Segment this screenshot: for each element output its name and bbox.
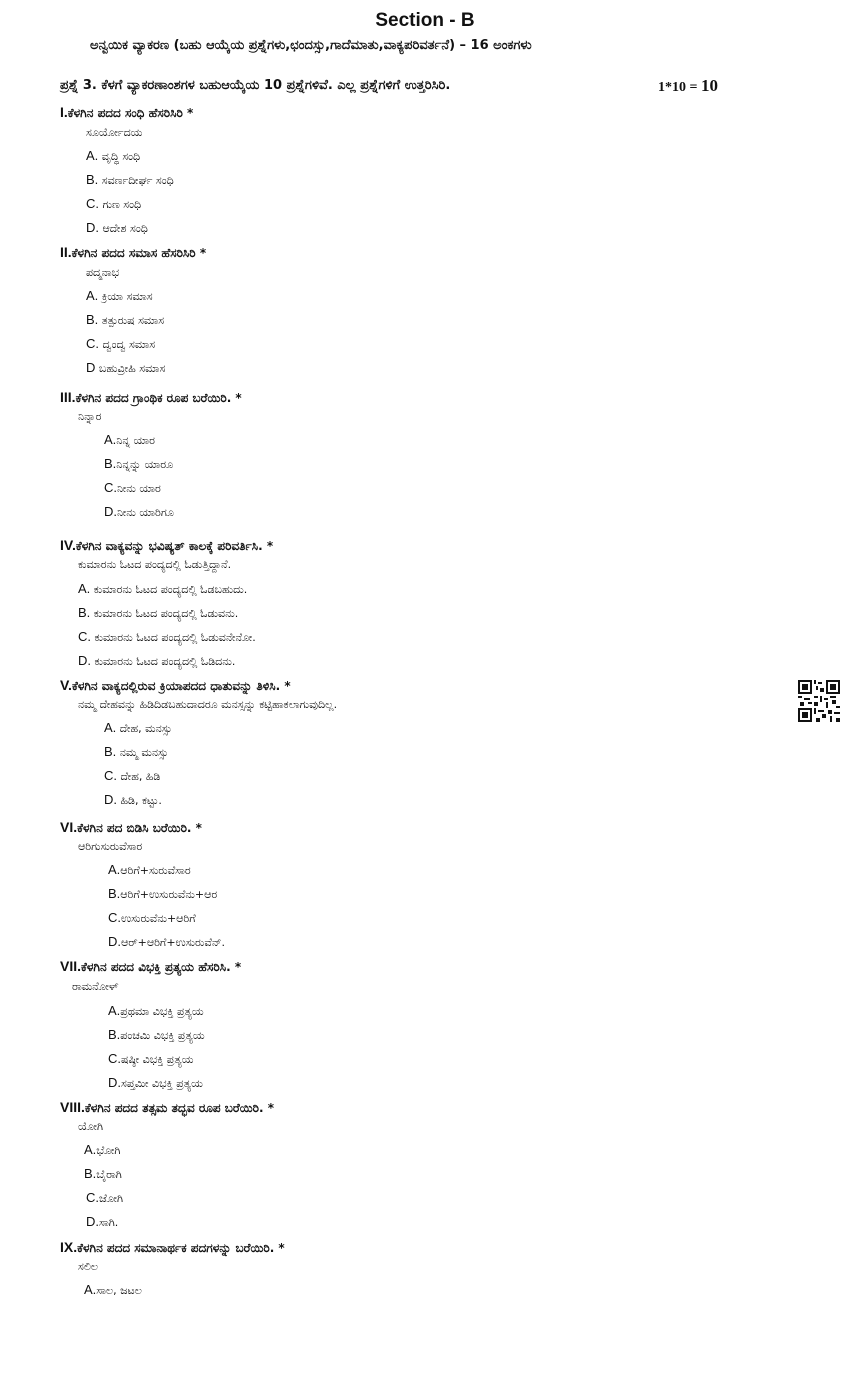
question-instruction: ಪ್ರಶ್ನೆ 3. ಕೆಳಗೆ ವ್ಯಾಕರಣಾಂಶಗಳ ಬಹುಆಯ್ಕೆಯ 10 ಪ್ರಶ್ನೆಗಳಿವೆ. ಎಲ್ಲ ಪ್ರಶ್ನೆಗಳಿಗೆ ಉತ್ತರಿಸಿರಿ.: [60, 78, 451, 93]
question-number: III.: [60, 389, 76, 405]
question-1-word: ಸೂರ್ಯೋದಯ: [86, 126, 143, 139]
question-1-option-b: B. ಸವರ್ಣದೀರ್ಘ ಸಂಧಿ: [86, 172, 174, 187]
question-3-option-d: D.ನೀನು ಯಾರಿಗೂ: [104, 504, 174, 519]
question-7-option-b: B.ಪಂಚಮಿ ವಿಭಕ್ತಿ ಪ್ರತ್ಯಯ: [108, 1027, 205, 1042]
question-2-heading: [60, 244, 206, 261]
question-7-option-d: D.ಸಪ್ತಮೀ ವಿಭಕ್ತಿ ಪ್ರತ್ಯಯ: [108, 1075, 203, 1090]
question-6-heading: [60, 819, 202, 836]
question-number: VI.: [60, 819, 78, 835]
question-number: IX.: [60, 1239, 78, 1255]
question-5-option-c: C. ದೇಹ, ಹಿಡಿ: [104, 768, 161, 783]
question-1-option-d: D. ಆದೇಶ ಸಂಧಿ: [86, 220, 148, 235]
question-text: ಕೆಳಗಿನ ಪದದ ಗ್ರಾಂಥಿಕ ರೂಪ ಬರೆಯಿರಿ. *: [75, 391, 242, 405]
question-6-word: ಆರಿಗುಸುರುವೆಸಾರ: [78, 840, 143, 853]
question-9-heading: [60, 1239, 285, 1256]
question-4-option-b: B. ಕುಮಾರನು ಓಟದ ಪಂದ್ಯದಲ್ಲಿ ಓಡುವನು.: [78, 605, 239, 620]
question-text: ಕೆಳಗಿನ ವಾಕ್ಯದಲ್ಲಿರುವ ಕ್ರಿಯಾಪದದ ಧಾತುವನ್ನು ತಿಳಿಸಿ. *: [71, 679, 291, 693]
question-5-option-b: B. ನಮ್ಮ ಮನಸ್ಸು: [104, 744, 169, 759]
section-title: Section - B: [375, 10, 475, 31]
question-text: ಕೆಳಗಿನ ಪದದ ಸಮಾಸ ಹೆಸರಿಸಿರಿ *: [71, 246, 207, 260]
question-8-option-b: B.ಬೈರಾಗಿ: [84, 1166, 122, 1181]
question-9-option-a: A.ಸಾಲ, ಜಟಲ: [84, 1282, 142, 1297]
question-text: ಕೆಳಗಿನ ಪದದ ವಿಭಕ್ತಿ ಪ್ರತ್ಯಯ ಹೆಸರಿಸಿ. *: [81, 960, 242, 974]
question-5-heading: [60, 677, 291, 694]
question-number: VIII.: [60, 1099, 85, 1115]
question-8-option-c: C.ಜೋಗಿ: [86, 1190, 124, 1205]
marks-total: 10: [700, 76, 718, 95]
marks-label: [658, 76, 718, 96]
marks-formula: 1*10 =: [658, 80, 701, 95]
question-3-option-b: B.ನಿನ್ನನ್ನು ಯಾರೂ: [104, 456, 174, 471]
question-5-word: ನಮ್ಮ ದೇಹವನ್ನು ಹಿಡಿದಿಡಬಹುದಾದರೂ ಮನಸ್ಸನ್ನು ಕಟ್ಟಿಹಾಕಲಾಗುವುದಿಲ್ಲ.: [78, 698, 338, 711]
question-7-option-c: C.ಷಷ್ಠೀ ವಿಭಕ್ತಿ ಪ್ರತ್ಯಯ: [108, 1051, 194, 1066]
question-4-option-a: A. ಕುಮಾರನು ಓಟದ ಪಂದ್ಯದಲ್ಲಿ ಓಡಬಹುದು.: [78, 581, 248, 596]
question-7-word: ರಾಮನೋಳ್: [72, 980, 119, 993]
section-subtitle: ಅನ್ವಯಿಕ ವ್ಯಾಕರಣ (ಬಹು ಆಯ್ಕೆಯ ಪ್ರಶ್ನೆಗಳು,ಛಂದಸ್ಸು,ಗಾದೆಮಾತು,ವಾಕ್ಯಪರಿವರ್ತನೆ) – 16 ಅಂಕಗಳು: [90, 38, 532, 53]
question-2-option-d: D ಬಹುವ್ರೀಹಿ ಸಮಾಸ: [86, 360, 166, 375]
question-number: VII.: [60, 958, 82, 974]
question-2-option-a: A. ಕ್ರಿಯಾ ಸಮಾಸ: [86, 288, 153, 303]
question-3-heading: [60, 389, 242, 406]
question-number: II.: [60, 244, 72, 260]
question-6-option-b: B.ಆರಿಗೆ+ಉಸುರುವೆನು+ಆರ: [108, 886, 218, 901]
question-4-heading: [60, 537, 273, 554]
question-2-word: ಪದ್ಮನಾಭ: [86, 266, 120, 279]
question-1-option-a: A. ವೃದ್ಧಿ ಸಂಧಿ: [86, 148, 141, 163]
question-6-option-c: C.ಉಸುರುವೆನು+ಆರಿಗೆ: [108, 910, 196, 925]
qr-code-icon: [798, 680, 840, 722]
question-7-heading: [60, 958, 241, 975]
question-text: ಕೆಳಗಿನ ವಾಕ್ಯವನ್ನು ಭವಿಷ್ಯತ್ ಕಾಲಕ್ಕೆ ಪರಿವರ್ತಿಸಿ. *: [75, 539, 274, 553]
question-number: IV.: [60, 537, 76, 553]
question-3-option-c: C.ನೀನು ಯಾರ: [104, 480, 161, 495]
question-2-option-c: C. ದ್ವಂದ್ವ ಸಮಾಸ: [86, 336, 156, 351]
question-5-option-d: D. ಹಿಡಿ, ಕಟ್ಟು.: [104, 792, 162, 807]
question-8-heading: [60, 1099, 274, 1116]
question-text: ಕೆಳಗಿನ ಪದದ ತತ್ಸಮ ತದ್ಭವ ರೂಪ ಬರೆಯಿರಿ. *: [84, 1101, 274, 1115]
question-4-word: ಕುಮಾರನು ಓಟದ ಪಂದ್ಯದಲ್ಲಿ ಓಡುತ್ತಿದ್ದಾನೆ.: [78, 558, 232, 571]
question-3-word: ನಿನ್ನಾರ: [78, 410, 102, 423]
question-1-option-c: C. ಗುಣ ಸಂಧಿ: [86, 196, 142, 211]
question-text: ಕೆಳಗಿನ ಪದದ ಸಂಧಿ ಹೆಸರಿಸಿರಿ *: [67, 106, 194, 120]
question-8-word: ಯೋಗಿ: [78, 1120, 104, 1133]
question-2-option-b: B. ತತ್ಪುರುಷ ಸಮಾಸ: [86, 312, 165, 327]
question-8-option-d: D.ಸಾಗಿ.: [86, 1214, 119, 1229]
question-1-heading: [60, 104, 193, 121]
question-number: I.: [60, 104, 68, 120]
question-6-option-d: D.ಆರ್+ಆರಿಗೆ+ಉಸುರುವೆನ್.: [108, 934, 226, 949]
question-7-option-a: A.ಪ್ರಥಮಾ ವಿಭಕ್ತಿ ಪ್ರತ್ಯಯ: [108, 1003, 204, 1018]
question-5-option-a: A. ದೇಹ, ಮನಸ್ಸು: [104, 720, 173, 735]
question-text: ಕೆಳಗಿನ ಪದದ ಸಮಾನಾರ್ಥಕ ಪದಗಳನ್ನು ಬರೆಯಿರಿ. *: [77, 1241, 285, 1255]
question-6-option-a: A.ಆರಿಗೆ+ಸುರುವೆಸಾರ: [108, 862, 191, 877]
question-9-word: ಸಲಿಲ: [78, 1260, 98, 1273]
question-4-option-d: D. ಕುಮಾರನು ಓಟದ ಪಂದ್ಯದಲ್ಲಿ ಓಡಿದನು.: [78, 653, 236, 668]
question-text: ಕೆಳಗಿನ ಪದ ಬಿಡಿಸಿ ಬರೆಯಿರಿ. *: [77, 821, 202, 835]
question-4-option-c: C. ಕುಮಾರನು ಓಟದ ಪಂದ್ಯದಲ್ಲಿ ಓಡುವನೇನೋ.: [78, 629, 256, 644]
question-8-option-a: A.ಭೋಗಿ: [84, 1142, 121, 1157]
question-number: V.: [60, 677, 72, 693]
question-3-option-a: A.ನಿನ್ನ ಯಾರ: [104, 432, 155, 447]
